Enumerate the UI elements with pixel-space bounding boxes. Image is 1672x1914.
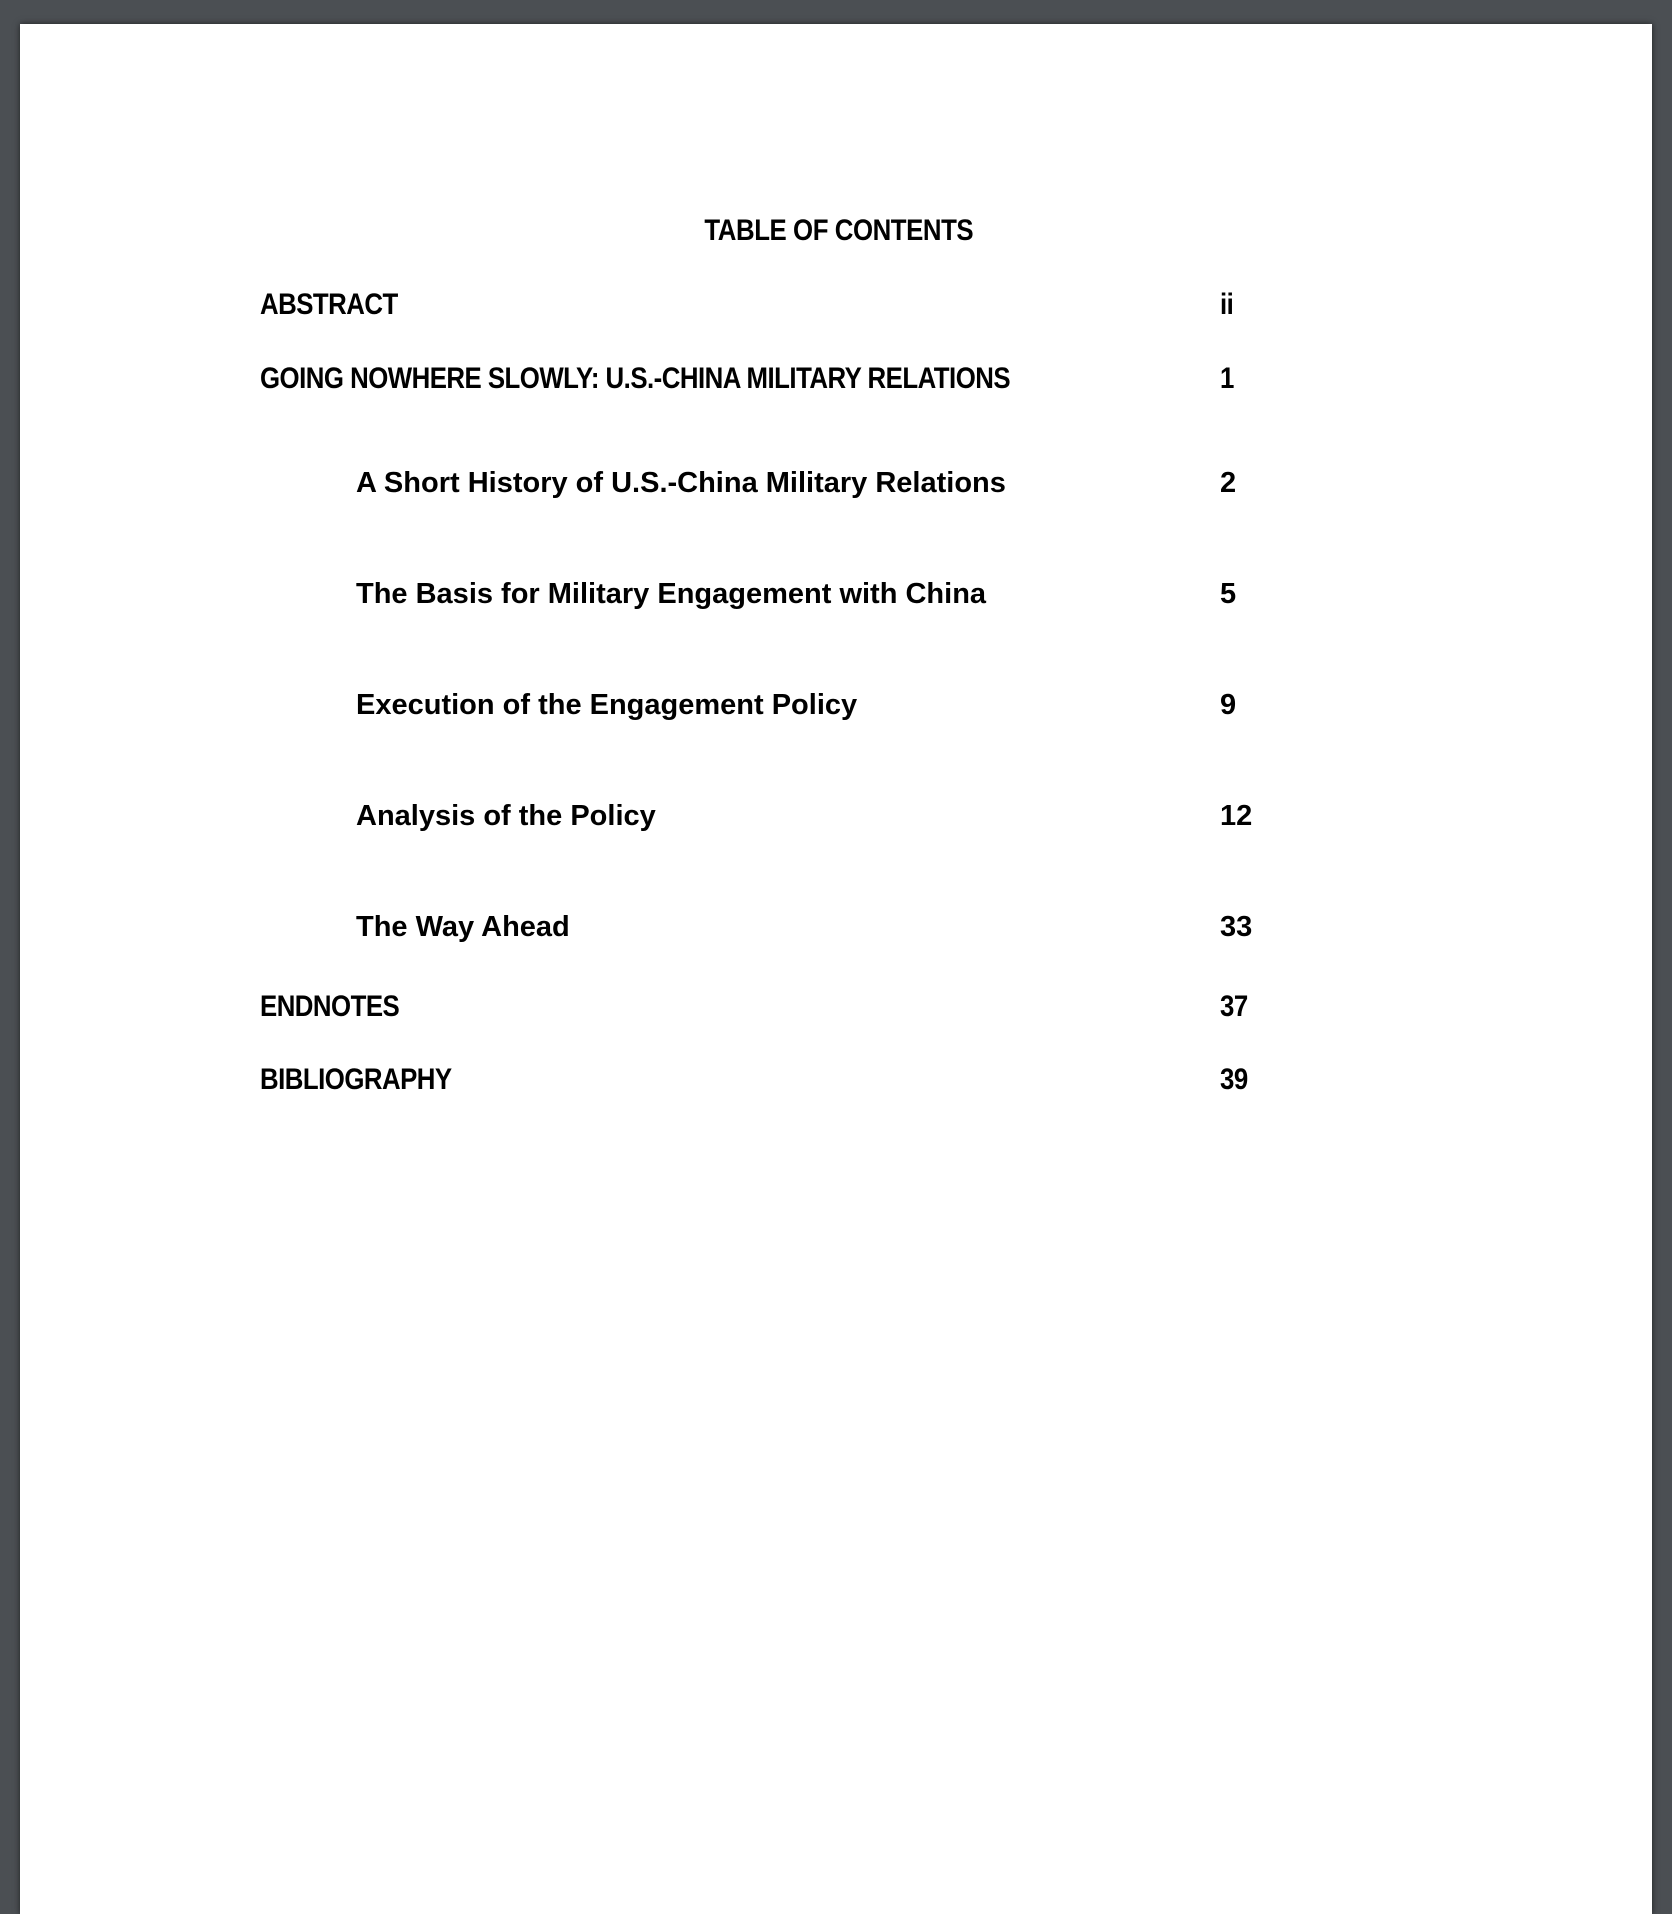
- toc-entry-page: 5: [1220, 578, 1237, 610]
- toc-entry-way-ahead[interactable]: [20, 911, 1652, 951]
- toc-entry-label: Execution of the Engagement Policy: [356, 689, 858, 721]
- toc-entry-label: ABSTRACT: [260, 288, 398, 321]
- toc-entry-page: 33: [1220, 911, 1253, 943]
- toc-entry-page: 37: [1220, 990, 1248, 1023]
- toc-entry-label: GOING NOWHERE SLOWLY: U.S.-CHINA MILITARY RELATIONS: [260, 362, 1011, 395]
- toc-entry-label: The Way Ahead: [356, 911, 570, 943]
- page-title: TABLE OF CONTENTS: [704, 214, 974, 247]
- toc-entry-analysis-of-policy[interactable]: [20, 800, 1652, 840]
- toc-entry-short-history[interactable]: [20, 467, 1652, 507]
- toc-entry-label: ENDNOTES: [260, 990, 400, 1023]
- toc-entry-basis-for-engagement[interactable]: [20, 578, 1652, 618]
- toc-entry-page: 12: [1220, 800, 1253, 832]
- toc-entry-label: BIBLIOGRAPHY: [260, 1063, 452, 1096]
- toc-entry-page: 2: [1220, 467, 1237, 499]
- toc-entry-endnotes[interactable]: [20, 990, 1652, 1030]
- toc-entry-label: Analysis of the Policy: [356, 800, 656, 832]
- toc-entry-page: ii: [1220, 288, 1234, 321]
- toc-entry-label: A Short History of U.S.-China Military Relations: [356, 467, 1006, 499]
- toc-entry-bibliography[interactable]: [20, 1063, 1652, 1103]
- toc-entry-page: 1: [1220, 362, 1234, 395]
- toc-entry-going-nowhere-slowly[interactable]: [20, 362, 1652, 402]
- toc-entry-page: 9: [1220, 689, 1237, 721]
- toc-entry-page: 39: [1220, 1063, 1248, 1096]
- toc-entry-execution-of-policy[interactable]: [20, 689, 1652, 729]
- document-page: [20, 24, 1652, 1914]
- toc-entry-abstract[interactable]: [20, 288, 1652, 328]
- toc-entry-label: The Basis for Military Engagement with China: [356, 578, 987, 610]
